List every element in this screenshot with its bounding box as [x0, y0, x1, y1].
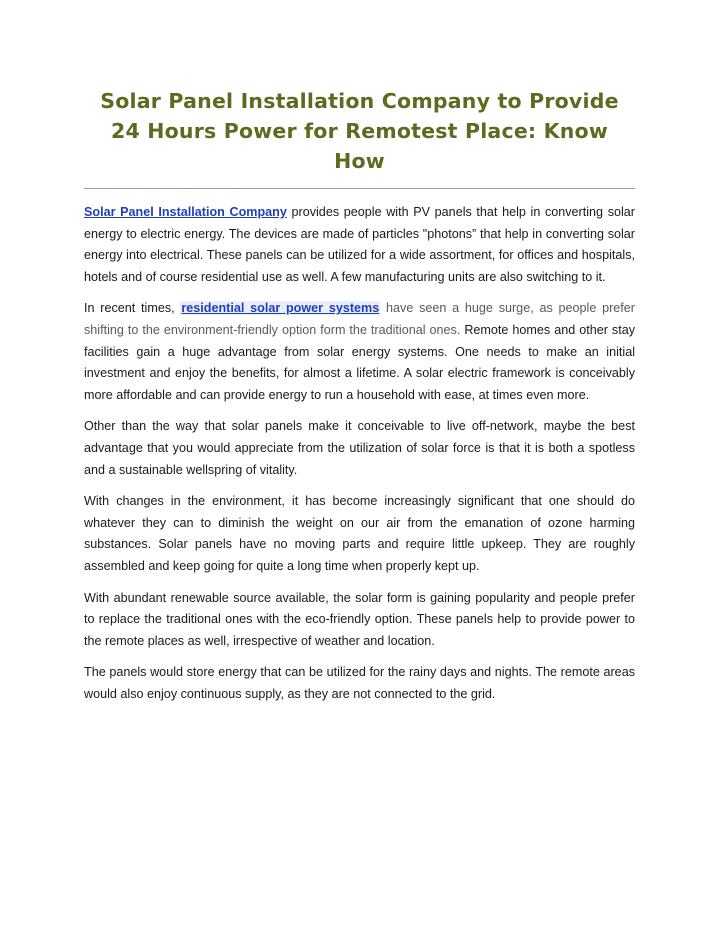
paragraph-1-text: provides people with PV panels that help in converting solar energy to electric energy. The devices are made of particles "photons” that help in converting solar energy into electrical. These panels can be utilized for a wide assortment, for offices and hospitals, hotels and of course residential use as well. A few manufacturing units are also switching to it.	[84, 205, 635, 284]
paragraph-6: The panels would store energy that can be utilized for the rainy days and nights. The remote areas would also enjoy continuous supply, as they are not connected to the grid.	[84, 665, 635, 701]
solar-panel-installation-company-link[interactable]: Solar Panel Installation Company	[84, 205, 287, 219]
paragraph-2	[84, 298, 635, 406]
document-body	[84, 86, 635, 715]
paragraph-2-text: Remote homes and other stay facilities gain a huge advantage from solar energy systems. One needs to make an initial investment and enjoy the benefits, for almost a lifetime. A solar electric framework is conceivably more affordable and can provide energy to run a household with ease, at times even more.	[84, 322, 635, 402]
paragraph-2-muted-text: have seen a huge surge, as people prefer shifting to the environment-friendly option form the traditional ones.	[84, 301, 635, 337]
residential-solar-power-systems-link[interactable]: residential solar power systems	[181, 301, 380, 316]
paragraph-4: With changes in the environment, it has become increasingly significant that one should do whatever they can to diminish the weight on our air from the emanation of ozone harming substances. Solar panels have no moving parts and require little upkeep. They are roughly assembled and keep going for quite a long time when properly kept up.	[84, 494, 635, 573]
paragraph-5: With abundant renewable source available, the solar form is gaining popularity and people prefer to replace the traditional ones with the eco-friendly option. These panels help to provide power to the remote places as well, irrespective of weather and location.	[84, 590, 635, 648]
document-title: Solar Panel Installation Company to Provide 24 Hours Power for Remotest Place: Know How	[100, 89, 619, 173]
paragraph-2-lead: In recent times,	[84, 301, 181, 316]
paragraph-1	[84, 202, 635, 288]
paragraph-3: Other than the way that solar panels make it conceivable to live off-network, maybe the best advantage that you would appreciate from the utilization of solar force is that it is both a spotless and a sustainable wellspring of vitality.	[84, 419, 635, 477]
title-divider	[84, 188, 635, 189]
